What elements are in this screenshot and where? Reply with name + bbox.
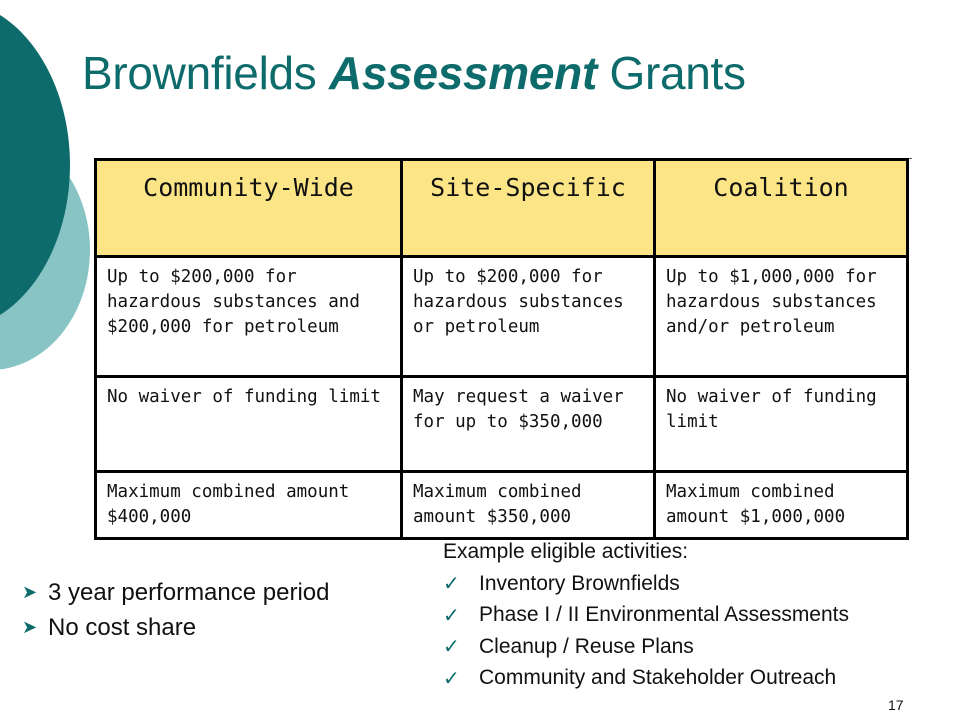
table-cell: Up to $200,000 for hazardous substances or petroleum [402, 257, 655, 377]
grant-types-table [94, 158, 909, 540]
table-cell: Maximum combined amount $400,000 [96, 472, 402, 539]
page-number: 17 [888, 697, 904, 713]
key-points-list [22, 575, 329, 645]
checkmark-icon: ✓ [443, 604, 460, 627]
checkmark-icon: ✓ [443, 573, 460, 596]
activity-text: Cleanup / Reuse Plans [479, 634, 694, 658]
activity-text: Community and Stakeholder Outreach [479, 666, 837, 690]
header-site-specific: Site-Specific [402, 160, 655, 257]
title-emphasis: Assessment [328, 47, 597, 99]
checkmark-icon: ✓ [443, 636, 460, 659]
bullet-text: 3 year performance period [48, 578, 330, 606]
slide-title [82, 46, 746, 100]
header-community-wide: Community-Wide [96, 160, 402, 257]
table-cell: Up to $1,000,000 for hazardous substances and/or petroleum [655, 257, 908, 377]
title-part-1: Brownfields [82, 47, 329, 99]
checkmark-icon: ✓ [443, 667, 460, 690]
eligible-activities [443, 536, 849, 694]
list-item [22, 575, 329, 610]
table-header-row [96, 160, 908, 257]
table-cell: No waiver of funding limit [655, 377, 908, 472]
table-cell: Maximum combined amount $350,000 [402, 472, 655, 539]
eligible-activities-title: Example eligible activities: [443, 540, 689, 563]
bullet-text: No cost share [48, 613, 197, 641]
activity-text: Inventory Brownfields [479, 571, 680, 595]
list-item [443, 568, 849, 600]
list-item [443, 663, 849, 695]
eligible-activities-list [443, 568, 849, 694]
table-cell: No waiver of funding limit [96, 377, 402, 472]
table-cell: May request a waiver for up to $350,000 [402, 377, 655, 472]
table-row [96, 472, 908, 539]
title-part-2: Grants [597, 47, 746, 99]
list-item [443, 600, 849, 632]
table-cell: Maximum combined amount $1,000,000 [655, 472, 908, 539]
table-row [96, 377, 908, 472]
activity-text: Phase I / II Environmental Assessments [479, 603, 850, 627]
table-row [96, 257, 908, 377]
list-item [443, 631, 849, 663]
header-coalition: Coalition [655, 160, 908, 257]
list-item [22, 610, 329, 645]
arrow-bullet-icon: ➤ [22, 617, 38, 637]
arrow-bullet-icon: ➤ [22, 582, 38, 602]
table-cell: Up to $200,000 for hazardous substances and $200,000 for petroleum [96, 257, 402, 377]
